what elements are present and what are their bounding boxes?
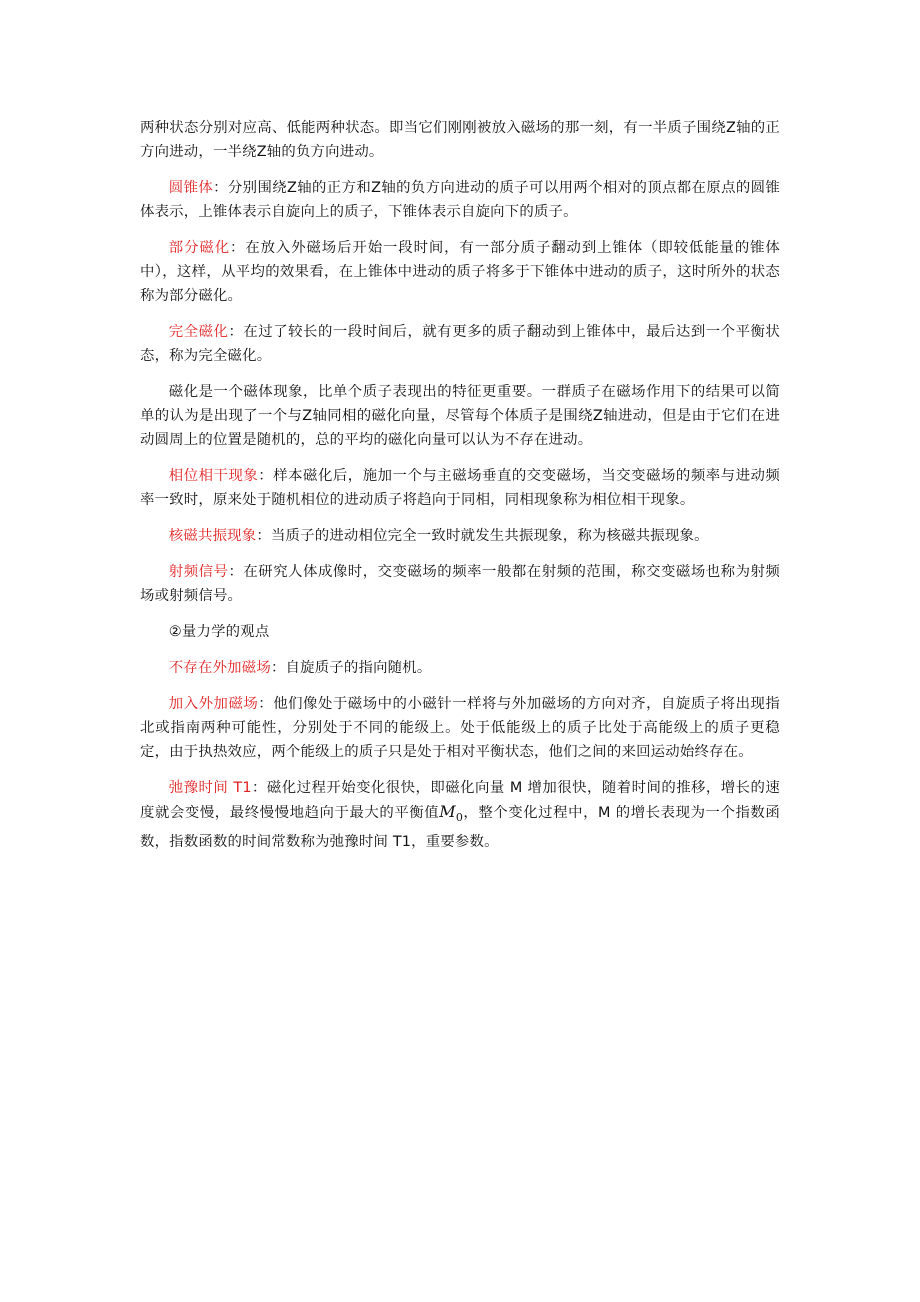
term-label: 核磁共振现象 <box>168 528 257 544</box>
math-symbol: M <box>439 802 456 821</box>
term-label: 完全磁化 <box>168 324 229 340</box>
term-label: 加入外加磁场 <box>168 696 259 712</box>
paragraph-text: 在放入外磁场后开始一段时间，有一部分质子翻动到上锥体（即较低能量的锥体中），这样，从平均的效果看，在上锥体中进动的质子将多于下锥体中进动的质子，这时所外的状态称为部分磁化。 <box>140 240 781 304</box>
paragraph-1 <box>140 116 780 164</box>
term-separator: ： <box>228 324 244 340</box>
paragraph-text: 在研究人体成像时，交变磁场的频率一般都在射频的范围，称交变磁场也称为射频场或射频信号。 <box>140 564 781 604</box>
paragraph-text: 当质子的进动相位完全一致时就发生共振现象，称为核磁共振现象。 <box>270 528 709 544</box>
term-separator: ： <box>258 696 274 712</box>
document-body <box>140 116 780 866</box>
paragraph-text: 在过了较长的一段时间后，就有更多的质子翻动到上锥体中，最后达到一个平衡状态，称为完全磁化。 <box>140 324 781 364</box>
paragraph-text: 自旋质子的指向随机。 <box>285 660 432 676</box>
paragraph-partial-magnetization <box>140 236 780 308</box>
paragraph-rf-signal <box>140 560 780 608</box>
term-label: 圆锥体 <box>168 180 214 196</box>
math-subscript: 0 <box>455 811 464 825</box>
paragraph-text: 分别围绕Z轴的正方和Z轴的负方向进动的质子可以用两个相对的顶点都在原点的圆锥体表示，上锥体表示自旋向上的质子，下锥体表示自旋向下的质子。 <box>140 180 781 220</box>
paragraph-text: 磁化过程开始变化很快，即磁化向量 M 增加很快，随着时间的推移，增长的速度就会变慢，最终慢慢地趋向于最大的平衡值 <box>140 780 780 821</box>
term-label: 部分磁化 <box>168 240 230 256</box>
term-separator: ： <box>256 528 271 544</box>
term-label: 相位相干现象 <box>168 468 259 484</box>
paragraph-phase-coherence <box>140 464 780 512</box>
term-label: 弛豫时间 T1 <box>168 780 252 796</box>
term-label: 射频信号 <box>168 564 229 580</box>
term-separator: ： <box>228 564 244 580</box>
term-label: 不存在外加磁场 <box>168 660 271 676</box>
term-separator: ： <box>230 240 246 256</box>
paragraph-text-tail: ，整个变化过程中，M 的增长表现为一个指数函数，指数函数的时间常数称为弛豫时间 T1，重要参数。 <box>140 805 780 851</box>
paragraph-text: ②量力学的观点 <box>168 624 270 640</box>
paragraph-magnetization-phenomenon <box>140 380 780 452</box>
term-separator: ： <box>258 468 274 484</box>
paragraph-text: 磁化是一个磁体现象，比单个质子表现出的特征更重要。一群质子在磁场作用下的结果可以简单的认为是出现了一个与Z轴同相的磁化向量，尽管每个体质子是围绕Z轴进动，但是由于它们在进动圆周上的位置是随机的，总的平均的磁化向量可以认为不存在进动。 <box>140 384 780 448</box>
paragraph-external-field <box>140 692 780 764</box>
paragraph-text: 样本磁化后，施加一个与主磁场垂直的交变磁场，当交变磁场的频率与进动频率一致时，原来处于随机相位的进动质子将趋向于同相，同相现象称为相位相干现象。 <box>140 468 781 508</box>
paragraph-no-external-field <box>140 656 780 680</box>
paragraph-nmr <box>140 524 780 548</box>
paragraph-text: 两种状态分别对应高、低能两种状态。即当它们刚刚被放入磁场的那一刻，有一半质子围绕Z轴的正方向进动，一半绕Z轴的负方向进动。 <box>140 120 780 160</box>
paragraph-full-magnetization <box>140 320 780 368</box>
term-separator: ： <box>251 780 267 796</box>
math-symbol-m0 <box>439 802 464 825</box>
paragraph-cone <box>140 176 780 224</box>
paragraph-relaxation-t1 <box>140 776 780 854</box>
term-separator: ： <box>213 180 228 196</box>
paragraph-text: 他们像处于磁场中的小磁针一样将与外加磁场的方向对齐，自旋质子将出现指北或指南两种可能性，分别处于不同的能级上。处于低能级上的质子比处于高能级上的质子更稳定，由于执热效应，两个能级上的质子只是处于相对平衡状态，他们之间的来回运动始终存在。 <box>140 696 781 760</box>
term-separator: ： <box>270 660 286 676</box>
section-heading-quantum <box>140 620 780 644</box>
